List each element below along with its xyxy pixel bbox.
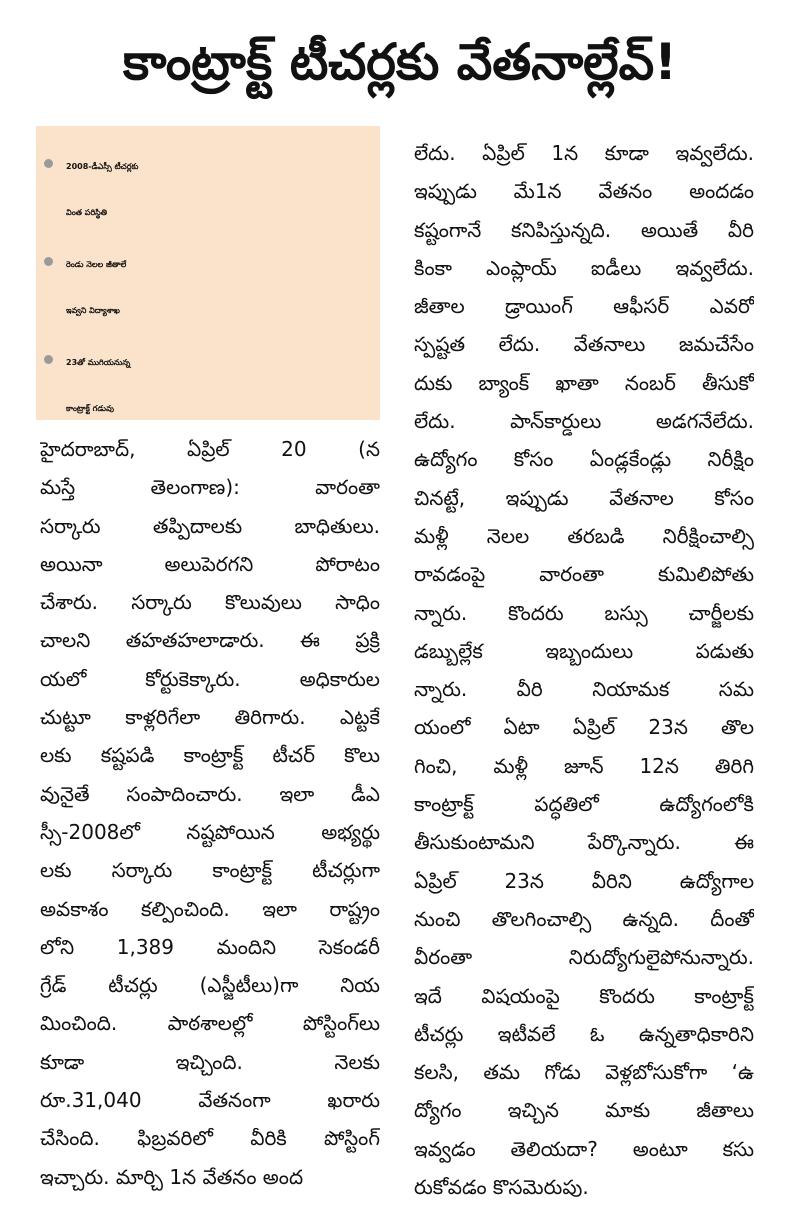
article-line: లోని 1,389 మందిని సెకండరీ xyxy=(40,934,380,959)
article-line: రుకోవడం కొసమెరుపు. xyxy=(414,1175,589,1200)
article-line: ఇప్పుడు మే1న వేతనం అందడం xyxy=(414,179,754,204)
highlight-item xyxy=(66,242,370,334)
article-line: చినట్టే, ఇప్పుడు వేతనాల కోసం xyxy=(414,485,754,510)
article-line: వునైతే సంపాదించారు. ఇలా డీఎ xyxy=(40,781,380,806)
article-line: ఏప్రిల్ 23న వీరిని ఉద్యోగాల xyxy=(414,868,754,893)
article-line: రూ.31,040 వేతనంగా ఖరారు xyxy=(40,1088,380,1113)
article-line: యంలో ఏటా ఏప్రిల్ 23న తొల xyxy=(414,715,754,740)
highlight-line: రెండు నెలల జీతాలే xyxy=(66,260,127,269)
article-line: మళ్లీ నెలల తరబడి నిరీక్షించాల్సి xyxy=(414,523,754,548)
article-line: కింకా ఎంప్లాయ్ ఐడీలు ఇవ్వలేదు. xyxy=(414,255,754,280)
article-line: రావడంపై వారంతా కుమిలిపోతు xyxy=(414,562,754,587)
highlight-line: 2008-డీఎస్సీ టీచర్లకు xyxy=(66,162,139,171)
article-line: నుంచి తొలగించాల్సి ఉన్నది. దీంతో xyxy=(414,906,754,931)
article-line: ద్యోగం ఇచ్చిన మాకు జీతాలు xyxy=(414,1098,754,1123)
article-line: గించి, మళ్లీ జూన్ 12న తిరిగి xyxy=(414,753,754,778)
article-line: ఇవ్వడం తెలియదా? అంటూ కసు xyxy=(414,1136,754,1161)
article-line: న్నారు. కొందరు బస్సు చార్జీలకు xyxy=(414,600,754,625)
article-line: తీసుకుంటామని పేర్కొన్నారు. ఈ xyxy=(414,830,754,855)
highlight-line: కాంట్రాక్ట్ గడువు xyxy=(66,404,115,413)
article-line: న్నారు. వీరి నియామక సమ xyxy=(414,677,754,702)
article-line: చేసింది. ఫిబ్రవరిలో వీరికి పోస్టింగ్ xyxy=(40,1126,380,1151)
article-line: చేశారు. సర్కారు కొలువులు సాధిం xyxy=(40,590,380,615)
article-line: కలసి, తమ గోడు వెళ్లబోసుకోగా ‘ఉ xyxy=(414,1060,754,1085)
article-line: ఇదే విషయంపై కొందరు కాంట్రాక్ట్ xyxy=(414,983,754,1008)
article-line: డబ్బుల్లేక ఇబ్బందులు పడుతు xyxy=(414,638,754,663)
article-line: హైదరాబాద్, ఏప్రిల్ 20 (న xyxy=(40,437,380,461)
highlight-line: 23తో ముగియనున్న xyxy=(66,358,131,367)
article-line: వీరంతా నిరుద్యోగులైపోనున్నారు. xyxy=(414,945,754,970)
article-line: గ్రేడ్ టీచర్లు (ఎస్జీటీలు)గా నియ xyxy=(40,973,380,998)
bullet-icon xyxy=(44,257,53,266)
article-line: లేదు. పాన్‌కార్డులు అడగనేలేదు. xyxy=(414,409,754,434)
article-line: అవకాశం కల్పించింది. ఇలా రాష్ట్రం xyxy=(40,896,380,921)
article-line: స్సీ-2008లో నష్టపోయిన అభ్యర్థు xyxy=(40,819,380,844)
article-line: సర్కారు తప్పిదాలకు బాధితులు. xyxy=(40,513,380,538)
article-column-left xyxy=(40,430,380,1196)
article-line: మించింది. పాఠశాలల్లో పోస్టింగ్‌లు xyxy=(40,1011,380,1036)
article-line: లకు సర్కారు కాంట్రాక్ట్ టీచర్లుగా xyxy=(40,858,380,883)
article-line: లేదు. ఏప్రిల్ 1న కూడా ఇవ్వలేదు. xyxy=(414,141,754,165)
article-line: చుట్టూ కాళ్లరిగేలా తిరిగారు. ఎట్టకే xyxy=(40,705,380,730)
article-line: టీచర్లు ఇటీవలే ఓ ఉన్నతాధికారిని xyxy=(414,1021,754,1046)
article-line: ఉద్యోగం కోసం ఏండ్లకేండ్లు నిరీక్షిం xyxy=(414,447,754,472)
article-line: మస్తే తెలంగాణ): వారంతా xyxy=(40,475,380,500)
article-line: అయినా అలుపెరగని పోరాటం xyxy=(40,551,380,576)
bullet-icon xyxy=(44,355,53,364)
article-line: ఇచ్చారు. మార్చి 1న వేతనం అంద xyxy=(40,1164,304,1189)
highlight-line: వింత పరిస్థితి xyxy=(66,208,108,217)
highlight-line: ఇవ్వని విద్యాశాఖ xyxy=(66,306,120,315)
article-line: దుకు బ్యాంక్ ఖాతా నంబర్ తీసుకో xyxy=(414,370,754,395)
article-line: జీతాల డ్రాయింగ్ ఆఫీసర్ ఎవరో xyxy=(414,294,754,319)
article-column-right xyxy=(414,134,754,1206)
headline: కాంట్రాక్ట్ టీచర్లకు వేతనాల్లేవ్! xyxy=(123,32,677,91)
highlight-item xyxy=(66,340,370,432)
article-line: కష్టంగానే కనిపిస్తున్నది. అయితే వీరి xyxy=(414,217,754,242)
article-line: కాంట్రాక్ట్ పద్ధతిలో ఉద్యోగంలోకి xyxy=(414,792,754,817)
highlight-item xyxy=(66,144,370,236)
article-line: లకు కష్టపడి కాంట్రాక్ట్ టీచర్ కొలు xyxy=(40,743,380,768)
bullet-icon xyxy=(44,159,53,168)
article-line: చాలని తహతహలాడారు. ఈ ప్రక్రి xyxy=(40,628,380,653)
article-line: స్పష్టత లేదు. వేతనాలు జమచేసేం xyxy=(414,332,754,357)
article-line: కూడా ఇచ్చింది. నెలకు xyxy=(40,1049,380,1074)
highlights-box xyxy=(36,126,380,420)
article-line: యలో కోర్టుకెక్కారు. అధికారుల xyxy=(40,666,380,691)
